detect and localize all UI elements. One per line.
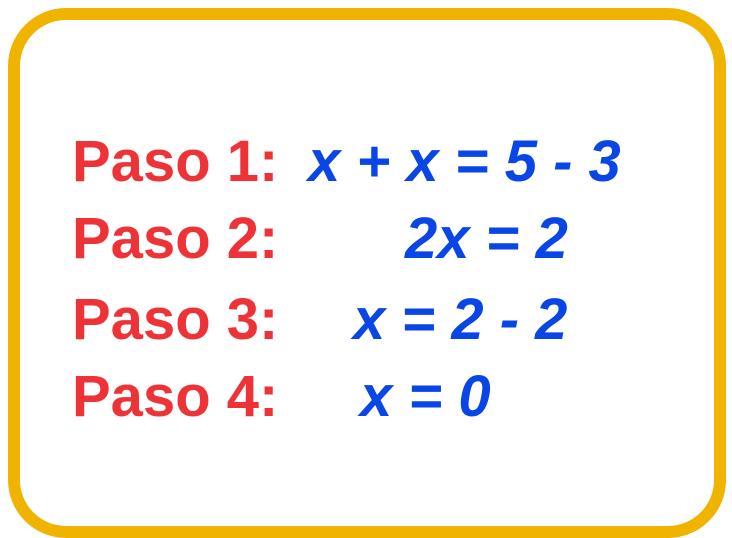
step-label-4: Paso 4: [72, 364, 279, 429]
step-label-2: Paso 2: [72, 206, 279, 271]
step-equation-1: x + x = 5 - 3 [308, 129, 621, 194]
step-equation-3: x = 2 - 2 [353, 287, 568, 352]
step-equation-4: x = 0 [360, 364, 491, 429]
step-equation-2: 2x = 2 [405, 206, 568, 271]
step-label-1: Paso 1: [72, 129, 279, 194]
step-label-3: Paso 3: [72, 287, 279, 352]
